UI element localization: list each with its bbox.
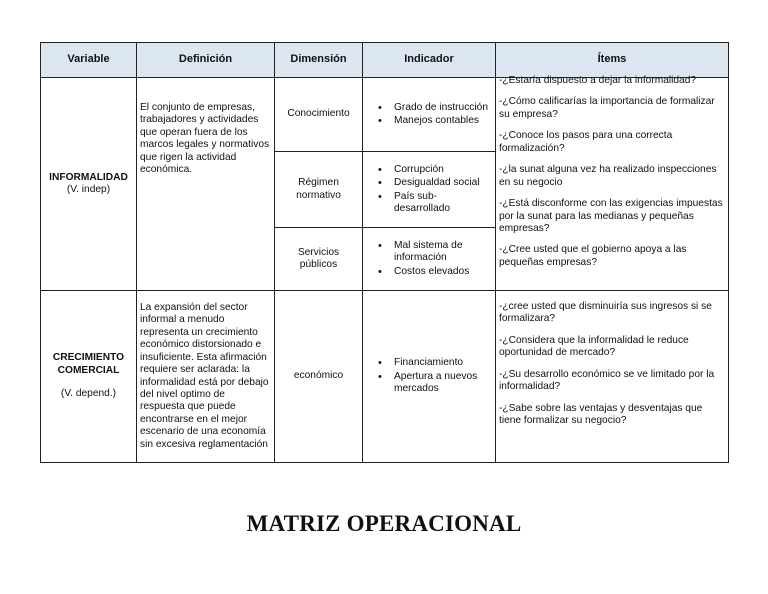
indicator-item: • Corrupción (394, 164, 492, 176)
items-cell-informalidad (496, 75, 729, 291)
definition-text: El conjunto de empresas, trabajadores y actividades que operan fuera de los marcos legales y normativos que rigen la actividad económica. (140, 102, 270, 176)
indicator-list (366, 164, 492, 216)
item-question: -¿Su desarrollo económico se ve limitado por la informalidad? (499, 368, 715, 393)
page-title: MATRIZ OPERACIONAL (246, 511, 522, 536)
item-question: -¿Cree usted que el gobierno apoya a las pequeñas empresas? (499, 244, 687, 268)
table-row (41, 291, 729, 463)
dimension-cell (275, 291, 363, 463)
dimension-name: económico (293, 370, 344, 382)
dimension-name: Servicios públicos (297, 246, 340, 270)
header-variable: Variable (41, 43, 137, 78)
item-question: -¿Cómo calificarías la importancia de formalizar su empresa? (499, 96, 715, 120)
dimension-name: Conocimiento (287, 108, 350, 120)
definition-text: La expansión del sector informal a menudo representa un crecimiento económico distorsionado e insuficiente. Esta afirmación requiere ser aclarada: la informalidad está por debajo del nivel optimo de respuesta que puede encontrarse en el mejor escenario de una economía sin excesiva reglamentación (140, 301, 269, 450)
indicator-item: • País sub-desarrollado (394, 191, 492, 216)
header-indicador: Indicador (363, 43, 496, 78)
variable-name: CRECIMIENTO COMERCIAL (52, 352, 125, 376)
indicator-item: • Apertura a nuevos mercados (394, 371, 492, 396)
items-cell-crecimiento (496, 291, 729, 463)
definition-cell-crecimiento (137, 291, 275, 463)
indicator-cell (363, 228, 496, 291)
indicator-item: • Grado de instrucción (394, 102, 492, 114)
indicator-cell (363, 291, 496, 463)
indicator-item: • Desigualdad social (394, 177, 492, 189)
header-row (41, 43, 729, 78)
item-question: -¿Estaría dispuesto a dejar la informalidad? (499, 75, 697, 86)
item-question: -¿Sabe sobre las ventajas y desventajas que tiene formalizar su negocio? (499, 402, 703, 427)
variable-type: (V. depend.) (60, 388, 117, 400)
item-question: -¿Considera que la informalidad le reduce oportunidad de mercado? (499, 334, 689, 359)
table-row (41, 78, 729, 152)
dimension-cell (275, 152, 363, 228)
indicator-item: • Costos elevados (394, 266, 492, 278)
indicator-list (366, 240, 492, 278)
indicator-item: • Mal sistema de información (394, 240, 492, 265)
operational-matrix-table (40, 42, 729, 463)
indicator-cell (363, 152, 496, 228)
dimension-cell (275, 228, 363, 291)
item-question: -¿cree usted que disminuiría sus ingresos si se formalizara? (499, 301, 712, 325)
indicator-item: • Manejos contables (394, 115, 492, 127)
variable-cell-informalidad (41, 78, 137, 291)
variable-type: (V. indep) (66, 184, 111, 195)
dimension-cell (275, 78, 363, 152)
item-question: -¿Conoce los pasos para una correcta formalización? (499, 130, 673, 154)
item-question: -¿Está disconforme con las exigencias impuestas por la sunat para las medianas y pequeñas empresas? (499, 198, 723, 234)
variable-cell-crecimiento (41, 291, 137, 463)
indicator-item: • Financiamiento (394, 357, 492, 369)
indicator-list (366, 357, 492, 395)
definition-cell-informalidad (137, 78, 275, 291)
item-question: -¿la sunat alguna vez ha realizado inspecciones en su negocio (499, 164, 717, 188)
header-items: Ítems (496, 43, 729, 78)
header-dimension: Dimensión (275, 43, 363, 78)
header-definicion: Definición (137, 43, 275, 78)
variable-name: INFORMALIDAD (49, 171, 128, 183)
indicator-list (366, 102, 492, 128)
dimension-name: Régimen normativo (296, 177, 341, 201)
indicator-cell (363, 78, 496, 152)
